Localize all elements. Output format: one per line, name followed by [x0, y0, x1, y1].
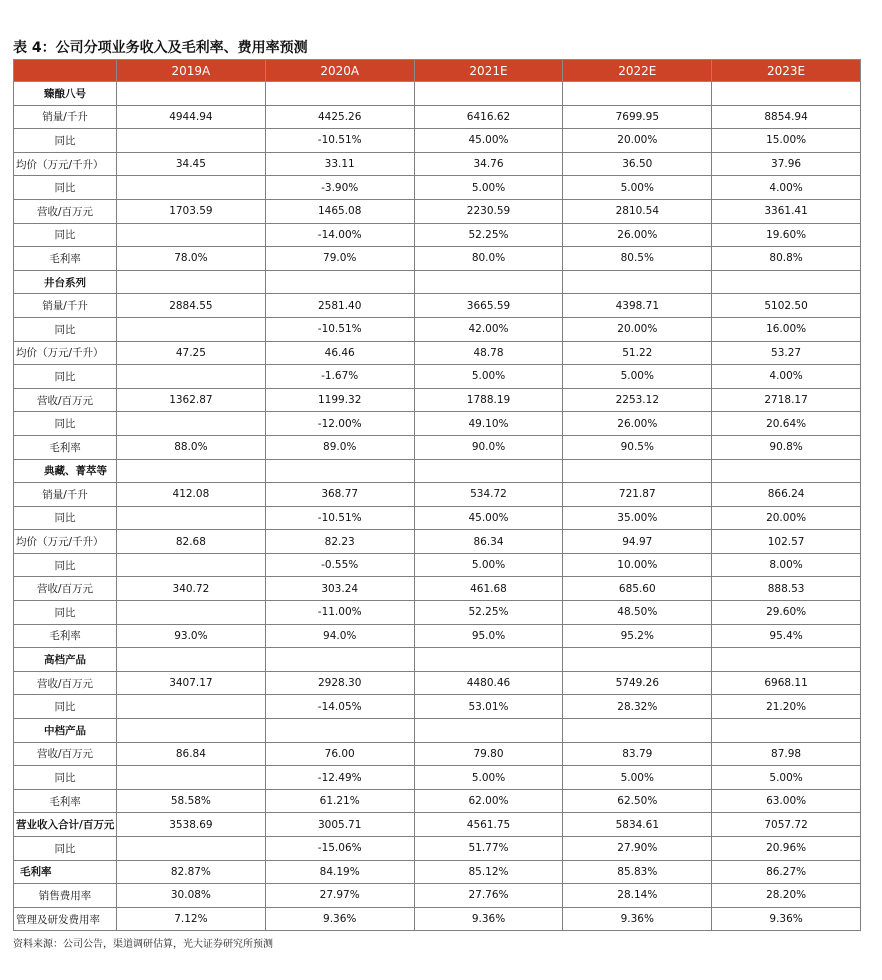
cell-2021e: 4480.46 [414, 671, 563, 695]
cell-2022e: 80.5% [563, 247, 712, 271]
cell-2021e: 52.25% [414, 601, 563, 625]
cell-2022e: 2253.12 [563, 388, 712, 412]
cell-2021e [414, 82, 563, 106]
cell-2019a [117, 506, 266, 530]
cell-2022e: 20.00% [563, 317, 712, 341]
cell-2019a: 34.45 [117, 152, 266, 176]
cell-2022e: 10.00% [563, 553, 712, 577]
row-label: 管理及研发费用率 [14, 907, 117, 931]
row-label: 井台系列 [14, 270, 117, 294]
cell-2022e: 7699.95 [563, 105, 712, 129]
row-label: 营收/百万元 [14, 199, 117, 223]
cell-2021e: 2230.59 [414, 199, 563, 223]
cell-2020a: -10.51% [265, 129, 414, 153]
cell-2020a [265, 82, 414, 106]
cell-2021e: 27.76% [414, 884, 563, 908]
row-label: 毛利率 [14, 624, 117, 648]
row-label: 毛利率 [14, 247, 117, 271]
row-label: 臻酿八号 [14, 82, 117, 106]
cell-2020a: 27.97% [265, 884, 414, 908]
row-label: 销量/千升 [14, 483, 117, 507]
cell-2021e: 53.01% [414, 695, 563, 719]
row-label: 营收/百万元 [14, 671, 117, 695]
cell-2022e: 83.79 [563, 742, 712, 766]
cell-2019a: 7.12% [117, 907, 266, 931]
cell-2021e: 461.68 [414, 577, 563, 601]
cell-2022e: 5.00% [563, 365, 712, 389]
cell-2021e: 5.00% [414, 766, 563, 790]
table-row [14, 789, 861, 813]
cell-2023e: 19.60% [712, 223, 861, 247]
cell-2020a: -14.05% [265, 695, 414, 719]
table-row [14, 294, 861, 318]
cell-2020a [265, 459, 414, 483]
cell-2023e: 90.8% [712, 435, 861, 459]
cell-2023e: 102.57 [712, 530, 861, 554]
cell-2022e [563, 82, 712, 106]
cell-2020a: 94.0% [265, 624, 414, 648]
cell-2019a: 82.68 [117, 530, 266, 554]
table-row [14, 341, 861, 365]
cell-2020a [265, 648, 414, 672]
cell-2022e [563, 459, 712, 483]
row-label: 均价（万元/千升） [14, 152, 117, 176]
cell-2020a: 2928.30 [265, 671, 414, 695]
cell-2019a [117, 129, 266, 153]
cell-2020a: 3005.71 [265, 813, 414, 837]
row-label: 毛利率 [14, 860, 117, 884]
row-label: 同比 [14, 412, 117, 436]
cell-2023e [712, 648, 861, 672]
cell-2020a: -10.51% [265, 506, 414, 530]
cell-2023e: 87.98 [712, 742, 861, 766]
cell-2021e: 79.80 [414, 742, 563, 766]
cell-2019a: 340.72 [117, 577, 266, 601]
cell-2021e: 34.76 [414, 152, 563, 176]
cell-2021e: 95.0% [414, 624, 563, 648]
cell-2019a: 86.84 [117, 742, 266, 766]
cell-2023e: 29.60% [712, 601, 861, 625]
row-label: 同比 [14, 223, 117, 247]
cell-2022e [563, 648, 712, 672]
table-row [14, 601, 861, 625]
cell-2022e: 5834.61 [563, 813, 712, 837]
table-title: 表 4：公司分项业务收入及毛利率、费用率预测 [13, 40, 308, 56]
cell-2020a: 79.0% [265, 247, 414, 271]
cell-2019a [117, 695, 266, 719]
section-row [14, 270, 861, 294]
row-label: 同比 [14, 176, 117, 200]
row-label: 同比 [14, 317, 117, 341]
table-row [14, 388, 861, 412]
cell-2019a [117, 766, 266, 790]
row-label: 典藏、菁萃等 [14, 459, 117, 483]
cell-2021e: 45.00% [414, 129, 563, 153]
cell-2020a: 61.21% [265, 789, 414, 813]
source-note: 资料来源：公司公告，渠道调研估算，光大证券研究所预测 [13, 939, 273, 950]
table-row [14, 317, 861, 341]
cell-2022e: 28.32% [563, 695, 712, 719]
cell-2023e: 80.8% [712, 247, 861, 271]
cell-2021e: 52.25% [414, 223, 563, 247]
section-row [14, 459, 861, 483]
table-row [14, 506, 861, 530]
cell-2022e: 20.00% [563, 129, 712, 153]
row-label: 同比 [14, 553, 117, 577]
cell-2022e [563, 270, 712, 294]
cell-2023e: 4.00% [712, 176, 861, 200]
cell-2020a [265, 270, 414, 294]
cell-2023e: 3361.41 [712, 199, 861, 223]
cell-2023e: 8.00% [712, 553, 861, 577]
cell-2020a: 1199.32 [265, 388, 414, 412]
cell-2019a: 4944.94 [117, 105, 266, 129]
cell-2021e: 3665.59 [414, 294, 563, 318]
cell-2020a: -15.06% [265, 837, 414, 861]
cell-2023e: 20.96% [712, 837, 861, 861]
table-row [14, 837, 861, 861]
cell-2019a: 78.0% [117, 247, 266, 271]
cell-2019a [117, 459, 266, 483]
cell-2023e: 16.00% [712, 317, 861, 341]
section-row [14, 82, 861, 106]
cell-2019a: 2884.55 [117, 294, 266, 318]
cell-2021e: 1788.19 [414, 388, 563, 412]
cell-2022e: 4398.71 [563, 294, 712, 318]
cell-2022e: 5.00% [563, 176, 712, 200]
cell-2021e: 80.0% [414, 247, 563, 271]
cell-2022e: 28.14% [563, 884, 712, 908]
row-label: 营收/百万元 [14, 577, 117, 601]
table-row [14, 365, 861, 389]
table-row [14, 907, 861, 931]
cell-2019a [117, 176, 266, 200]
cell-2020a: 82.23 [265, 530, 414, 554]
cell-2020a: 4425.26 [265, 105, 414, 129]
cell-2019a: 3407.17 [117, 671, 266, 695]
column-header-2021e: 2021E [414, 60, 563, 82]
cell-2020a: 89.0% [265, 435, 414, 459]
cell-2019a: 1703.59 [117, 199, 266, 223]
row-label: 销售费用率 [14, 884, 117, 908]
cell-2022e: 9.36% [563, 907, 712, 931]
cell-2019a: 3538.69 [117, 813, 266, 837]
section-row [14, 719, 861, 743]
cell-2019a: 58.58% [117, 789, 266, 813]
row-label: 同比 [14, 129, 117, 153]
cell-2020a: 84.19% [265, 860, 414, 884]
cell-2019a [117, 270, 266, 294]
cell-2019a [117, 601, 266, 625]
cell-2022e: 5749.26 [563, 671, 712, 695]
cell-2022e: 36.50 [563, 152, 712, 176]
cell-2020a: -10.51% [265, 317, 414, 341]
cell-2021e: 5.00% [414, 365, 563, 389]
forecast-table [13, 59, 861, 931]
cell-2023e: 5.00% [712, 766, 861, 790]
cell-2021e [414, 459, 563, 483]
cell-2021e: 48.78 [414, 341, 563, 365]
cell-2019a [117, 553, 266, 577]
table-row [14, 223, 861, 247]
cell-2023e: 37.96 [712, 152, 861, 176]
cell-2023e: 86.27% [712, 860, 861, 884]
row-label: 营收/百万元 [14, 388, 117, 412]
cell-2021e [414, 719, 563, 743]
cell-2023e: 7057.72 [712, 813, 861, 837]
cell-2020a: 9.36% [265, 907, 414, 931]
cell-2021e [414, 270, 563, 294]
table-row [14, 129, 861, 153]
cell-2019a: 82.87% [117, 860, 266, 884]
cell-2019a: 47.25 [117, 341, 266, 365]
cell-2021e: 90.0% [414, 435, 563, 459]
table-row [14, 577, 861, 601]
cell-2020a: 303.24 [265, 577, 414, 601]
row-label: 销量/千升 [14, 294, 117, 318]
row-label: 营业收入合计/百万元 [14, 813, 117, 837]
cell-2023e: 888.53 [712, 577, 861, 601]
cell-2022e: 685.60 [563, 577, 712, 601]
cell-2022e: 5.00% [563, 766, 712, 790]
table-row [14, 553, 861, 577]
table-row [14, 766, 861, 790]
cell-2022e: 26.00% [563, 223, 712, 247]
cell-2019a [117, 412, 266, 436]
cell-2020a: 1465.08 [265, 199, 414, 223]
cell-2021e: 534.72 [414, 483, 563, 507]
row-label: 同比 [14, 837, 117, 861]
cell-2023e: 21.20% [712, 695, 861, 719]
cell-2022e: 2810.54 [563, 199, 712, 223]
cell-2023e: 8854.94 [712, 105, 861, 129]
cell-2022e [563, 719, 712, 743]
cell-2021e: 5.00% [414, 176, 563, 200]
cell-2020a: 33.11 [265, 152, 414, 176]
cell-2022e: 95.2% [563, 624, 712, 648]
column-header-2020a: 2020A [265, 60, 414, 82]
row-label: 高档产品 [14, 648, 117, 672]
cell-2021e: 49.10% [414, 412, 563, 436]
table-row [14, 435, 861, 459]
cell-2021e: 9.36% [414, 907, 563, 931]
table-row [14, 813, 861, 837]
cell-2023e [712, 459, 861, 483]
table-row [14, 695, 861, 719]
row-label: 同比 [14, 766, 117, 790]
cell-2023e: 5102.50 [712, 294, 861, 318]
cell-2021e: 4561.75 [414, 813, 563, 837]
cell-2022e: 94.97 [563, 530, 712, 554]
section-row [14, 648, 861, 672]
cell-2022e: 26.00% [563, 412, 712, 436]
table-row [14, 624, 861, 648]
row-label: 同比 [14, 695, 117, 719]
row-label: 同比 [14, 506, 117, 530]
row-label: 同比 [14, 601, 117, 625]
cell-2019a [117, 317, 266, 341]
table-row [14, 199, 861, 223]
cell-2023e: 6968.11 [712, 671, 861, 695]
cell-2023e [712, 82, 861, 106]
cell-2023e: 95.4% [712, 624, 861, 648]
cell-2021e: 45.00% [414, 506, 563, 530]
table-row [14, 152, 861, 176]
table-header-row [14, 60, 861, 82]
cell-2020a: 368.77 [265, 483, 414, 507]
table-row [14, 247, 861, 271]
cell-2023e: 15.00% [712, 129, 861, 153]
row-label: 中档产品 [14, 719, 117, 743]
cell-2020a: 2581.40 [265, 294, 414, 318]
cell-2023e [712, 270, 861, 294]
table-row [14, 483, 861, 507]
column-header-2023e: 2023E [712, 60, 861, 82]
cell-2019a [117, 82, 266, 106]
row-label: 毛利率 [14, 789, 117, 813]
row-label: 同比 [14, 365, 117, 389]
cell-2023e: 2718.17 [712, 388, 861, 412]
cell-2020a: -3.90% [265, 176, 414, 200]
row-label: 均价（万元/千升） [14, 341, 117, 365]
cell-2023e: 9.36% [712, 907, 861, 931]
cell-2020a: -0.55% [265, 553, 414, 577]
cell-2021e: 51.77% [414, 837, 563, 861]
cell-2023e: 28.20% [712, 884, 861, 908]
table-row [14, 884, 861, 908]
cell-2021e: 6416.62 [414, 105, 563, 129]
cell-2022e: 27.90% [563, 837, 712, 861]
cell-2022e: 48.50% [563, 601, 712, 625]
cell-2019a [117, 648, 266, 672]
cell-2023e [712, 719, 861, 743]
table-row [14, 671, 861, 695]
cell-2020a: -14.00% [265, 223, 414, 247]
cell-2019a: 88.0% [117, 435, 266, 459]
cell-2023e: 20.64% [712, 412, 861, 436]
column-header-2022e: 2022E [563, 60, 712, 82]
cell-2021e: 5.00% [414, 553, 563, 577]
table-row [14, 530, 861, 554]
cell-2019a: 1362.87 [117, 388, 266, 412]
cell-2020a: -1.67% [265, 365, 414, 389]
cell-2020a [265, 719, 414, 743]
cell-2019a: 30.08% [117, 884, 266, 908]
column-header-label [14, 60, 117, 82]
cell-2022e: 721.87 [563, 483, 712, 507]
cell-2019a [117, 719, 266, 743]
cell-2020a: -12.00% [265, 412, 414, 436]
table-row [14, 860, 861, 884]
cell-2019a: 93.0% [117, 624, 266, 648]
cell-2023e: 20.00% [712, 506, 861, 530]
cell-2019a [117, 837, 266, 861]
cell-2021e: 42.00% [414, 317, 563, 341]
cell-2019a: 412.08 [117, 483, 266, 507]
cell-2019a [117, 365, 266, 389]
cell-2021e: 86.34 [414, 530, 563, 554]
table-row [14, 412, 861, 436]
cell-2021e [414, 648, 563, 672]
table-row [14, 105, 861, 129]
cell-2021e: 62.00% [414, 789, 563, 813]
cell-2021e: 85.12% [414, 860, 563, 884]
cell-2023e: 53.27 [712, 341, 861, 365]
cell-2023e: 866.24 [712, 483, 861, 507]
column-header-2019a: 2019A [117, 60, 266, 82]
cell-2020a: -11.00% [265, 601, 414, 625]
row-label: 均价（万元/千升） [14, 530, 117, 554]
cell-2020a: 46.46 [265, 341, 414, 365]
table-row [14, 176, 861, 200]
cell-2022e: 35.00% [563, 506, 712, 530]
cell-2022e: 85.83% [563, 860, 712, 884]
cell-2022e: 51.22 [563, 341, 712, 365]
row-label: 毛利率 [14, 435, 117, 459]
cell-2023e: 63.00% [712, 789, 861, 813]
table-row [14, 742, 861, 766]
cell-2022e: 62.50% [563, 789, 712, 813]
table-body [14, 82, 861, 931]
cell-2022e: 90.5% [563, 435, 712, 459]
cell-2023e: 4.00% [712, 365, 861, 389]
row-label: 销量/千升 [14, 105, 117, 129]
row-label: 营收/百万元 [14, 742, 117, 766]
cell-2020a: -12.49% [265, 766, 414, 790]
cell-2020a: 76.00 [265, 742, 414, 766]
cell-2019a [117, 223, 266, 247]
